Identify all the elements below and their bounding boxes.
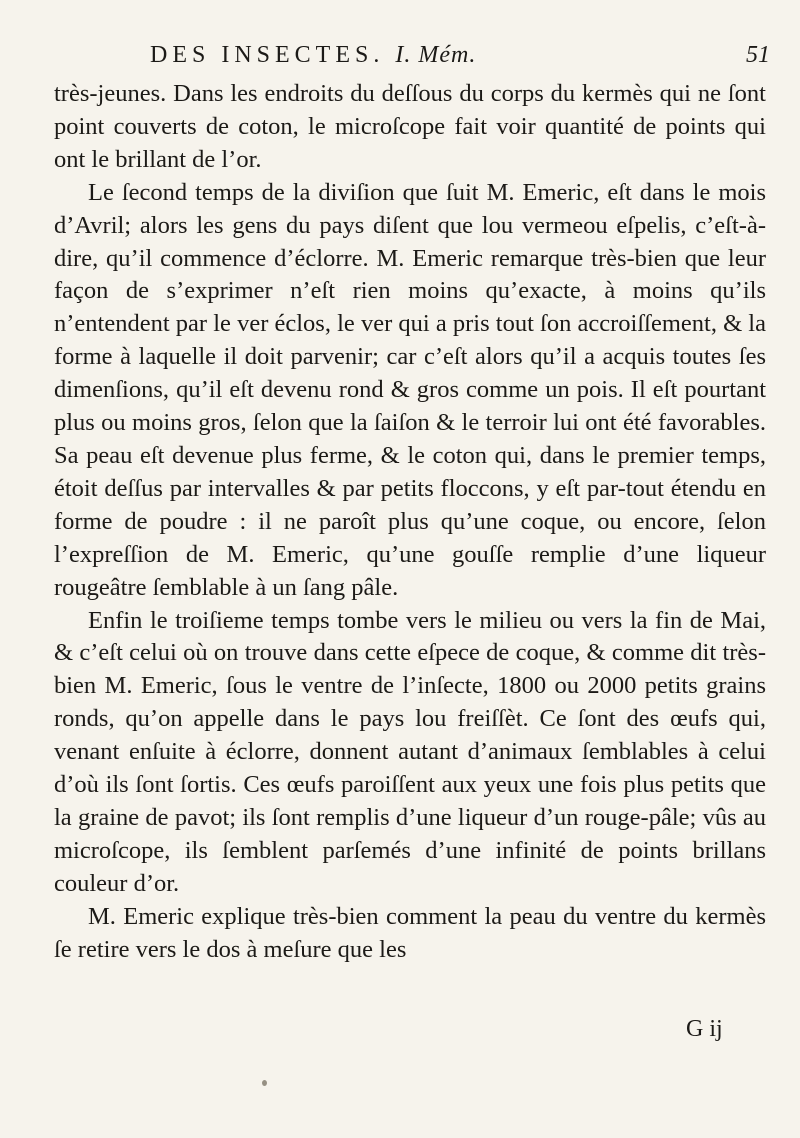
signature-mark: G ij (686, 1016, 723, 1042)
page-number: 51 (746, 42, 770, 68)
paragraph-1: très-jeunes. Dans les endroits du deſſous du corps du kermès qui ne ſont point couverts de coton, le microſcope fait voir quantité de points qui ont le brillant de l’or. (54, 80, 766, 173)
running-head-title: DES INSECTES. I. Mém. (150, 42, 477, 68)
body-text (54, 78, 766, 966)
running-head-subtitle: I. Mém. (395, 42, 477, 68)
paragraph-2: Le ſecond temps de la diviſion que ſuit M. Emeric, eſt dans le mois d’Avril; alors les gens du pays diſent que lou vermeou eſpelis, c’eſt-à-dire, qu’il commence d’éclorre. M. Emeric remarque très-bien que leur façon de s’exprimer n’eſt rien moins qu’exacte, à moins qu’ils n’entendent par le ver éclos, le ver qui a pris tout ſon accroiſſement, & la forme à laquelle il doit parvenir; car c’eſt alors qu’il a acquis toutes ſes dimenſions, qu’il eſt devenu rond & gros comme un pois. Il eſt pourtant plus ou moins gros, ſelon que la ſaiſon & le terroir lui ont été favorables. Sa peau eſt devenue plus ferme, & le coton qui, dans le premier temps, étoit deſſus par intervalles & par petits floccons, y eſt par-tout étendu en forme de poudre : il ne paroît plus qu’une coque, ou encore, ſelon l’expreſſion de M. Emeric, qu’une gouſſe remplie d’une liqueur rougeâtre ſemblable à un ſang pâle. (54, 178, 766, 601)
paper-speck (262, 1080, 267, 1086)
running-head (150, 42, 770, 76)
paragraph-3: Enfin le troiſieme temps tombe vers le milieu ou vers la fin de Mai, & c’eſt celui où on trouve dans cette eſpece de coque, & comme dit très-bien M. Emeric, ſous le ventre de l’inſecte, 1800 ou 2000 petits grains ronds, qu’on appelle dans le pays lou freiſſèt. Ce ſont des œufs qui, venant enſuite à éclorre, donnent autant d’animaux ſemblables à celui d’où ils ſont ſortis. Ces œufs paroiſſent aux yeux une fois plus petits que la graine de pavot; ils ſont remplis d’une liqueur d’un rouge-pâle; vûs au microſcope, ils ſemblent parſemés d’une infinité de points brillans couleur d’or. (54, 606, 766, 897)
paragraph-4: M. Emeric explique très-bien comment la peau du ventre du kermès ſe retire vers le dos à meſure que les (54, 902, 766, 963)
